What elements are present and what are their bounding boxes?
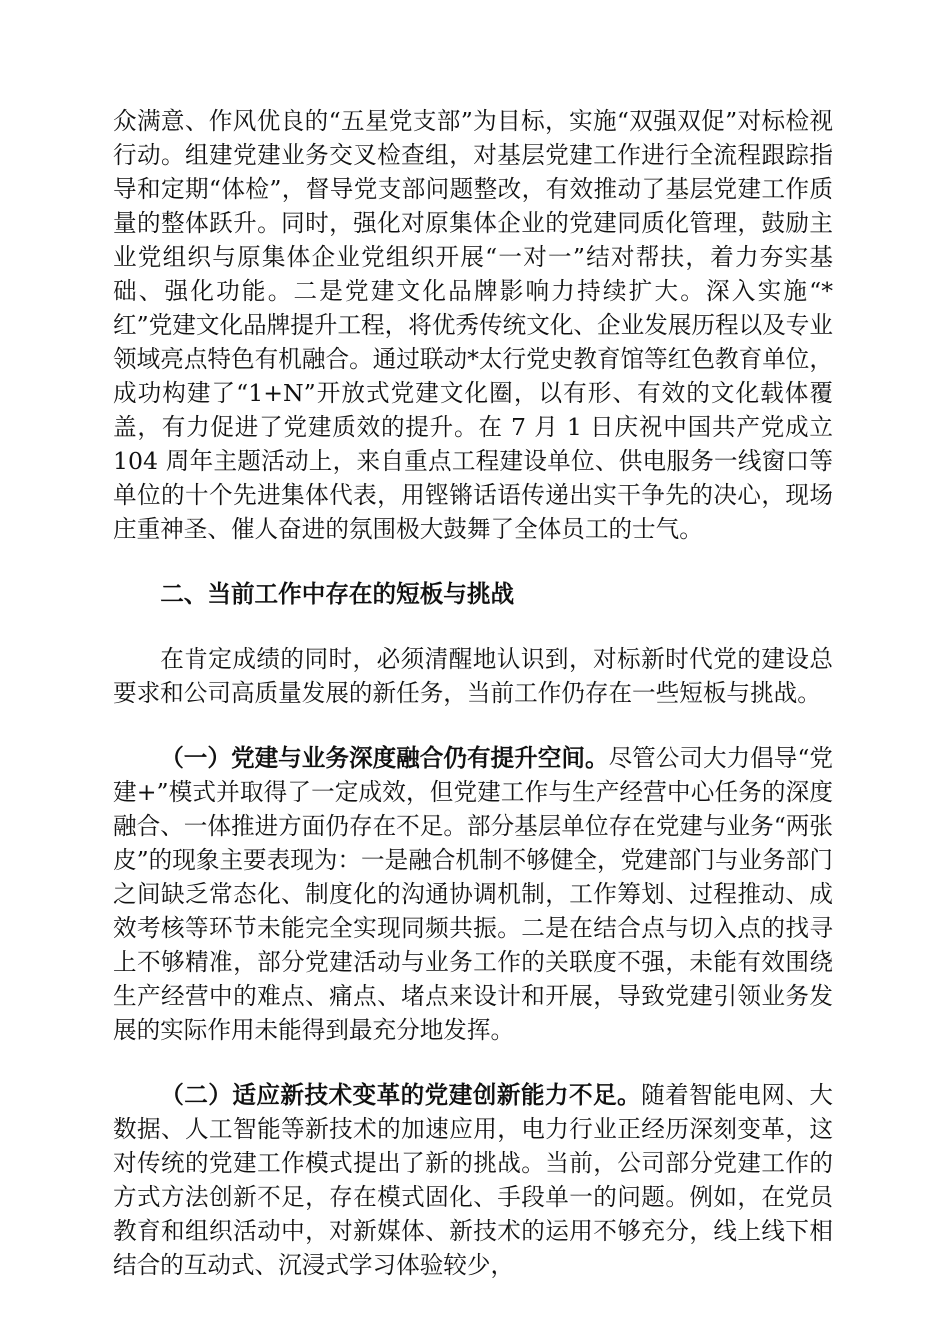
document-page xyxy=(113,104,833,1282)
body-paragraph xyxy=(113,741,833,1047)
paragraph-lead-heading: （一）党建与业务深度融合仍有提升空间。 xyxy=(160,744,609,772)
paragraph-gap xyxy=(113,611,833,642)
paragraph-gap xyxy=(113,1047,833,1078)
body-paragraph xyxy=(113,1078,833,1282)
paragraph-lead-heading: （二）适应新技术变革的党建创新能力不足。 xyxy=(160,1081,642,1109)
body-paragraph: 众满意、作风优良的“五星党支部”为目标，实施“双强双促”对标检视行动。组建党建业务交叉检查组，对基层党建工作进行全流程跟踪指导和定期“体检”，督导党支部问题整改，有效推动了基层党建工作质量的整体跃升。同时，强化对原集体企业的党建同质化管理，鼓励主业党组织与原集体企业党组织开展“一对一”结对帮扶，着力夯实基础、强化功能。二是党建文化品牌影响力持续扩大。深入实施“*红”党建文化品牌提升工程，将优秀传统文化、企业发展历程以及专业领域亮点特色有机融合。通过联动*太行党史教育馆等红色教育单位，成功构建了“1+N”开放式党建文化圈，以有形、有效的文化载体覆盖，有力促进了党建质效的提升。在 7 月 1 日庆祝中国共产党成立 104 周年主题活动上，来自重点工程建设单位、供电服务一线窗口等单位的十个先进集体代表，用铿锵话语传递出实干争先的决心，现场庄重神圣、催人奋进的氛围极大鼓舞了全体员工的士气。 xyxy=(113,107,833,543)
paragraph-gap xyxy=(113,546,833,577)
body-paragraph: 在肯定成绩的同时，必须清醒地认识到，对标新时代党的建设总要求和公司高质量发展的新任务，当前工作仍存在一些短板与挑战。 xyxy=(113,645,833,707)
paragraph-body-text: 随着智能电网、大数据、人工智能等新技术的加速应用，电力行业正经历深刻变革，这对传统的党建工作模式提出了新的挑战。当前，公司部分党建工作的方式方法创新不足，存在模式固化、手段单一的问题。例如，在党员教育和组织活动中，对新媒体、新技术的运用不够充分，线上线下相结合的互动式、沉浸式学习体验较少， xyxy=(113,1081,834,1279)
paragraph-body-text: 尽管公司大力倡导“党建+”模式并取得了一定成效，但党建工作与生产经营中心任务的深度融合、一体推进方面仍存在不足。部分基层单位存在党建与业务“两张皮”的现象主要表现为：一是融合机制不够健全，党建部门与业务部门之间缺乏常态化、制度化的沟通协调机制，工作筹划、过程推动、成效考核等环节未能完全实现同频共振。二是在结合点与切入点的找寻上不够精准，部分党建活动与业务工作的关联度不强，未能有效围绕生产经营中的难点、痛点、堵点来设计和开展，导致党建引领业务发展的实际作用未能得到最充分地发挥。 xyxy=(113,744,834,1044)
paragraph-gap xyxy=(113,710,833,741)
section-heading: 二、当前工作中存在的短板与挑战 xyxy=(160,580,515,608)
